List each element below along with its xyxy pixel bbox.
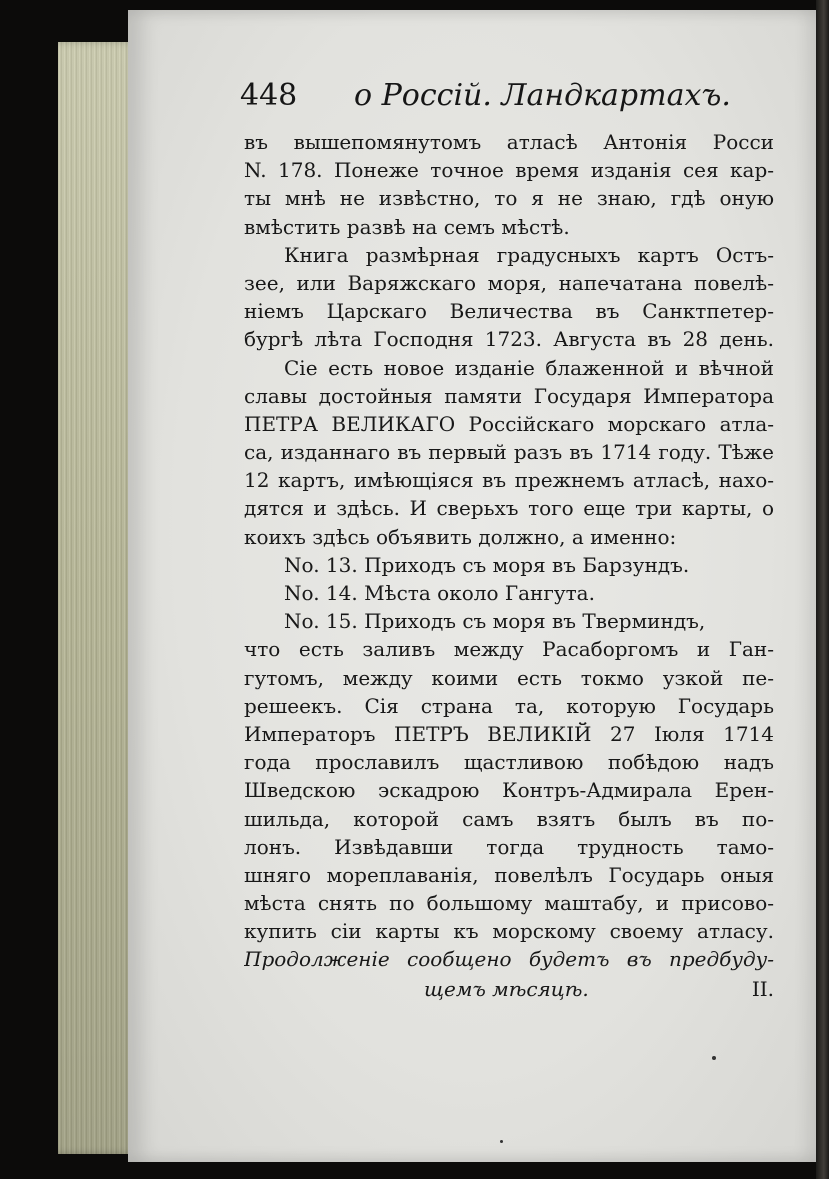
- body-text: [244, 128, 774, 1004]
- text-line: славы достойныя памяти Государя Императора: [244, 383, 774, 408]
- paper-speck: [500, 1140, 503, 1143]
- signature-mark: II.: [751, 976, 774, 1001]
- paper-speck: [712, 1056, 716, 1060]
- text-line: мѣста снять по большому маштабу, и присово-: [244, 891, 774, 916]
- text-line: Книга размѣрная градусныхъ картъ Остъ-: [284, 242, 774, 267]
- list-item: No. 15. Приходъ съ моря въ Тверминдъ,: [284, 609, 706, 634]
- running-header: [240, 76, 731, 116]
- facing-page-edge: [816, 0, 829, 1179]
- text-line: Сіе есть новое изданіе блаженной и вѣчной: [284, 355, 774, 380]
- continuation-note: Продолженіе сообщено будетъ въ предбуду-: [244, 947, 774, 972]
- catchword-line: [244, 974, 774, 1004]
- text-line: решеекъ. Сія страна та, которую Государь: [244, 693, 774, 718]
- text-line: купить сіи карты къ морскому своему атласу.: [244, 919, 774, 944]
- text-line: ты мнѣ не извѣстно, то я не знаю, гдѣ оную: [244, 186, 774, 211]
- text-line: дятся и здѣсь. И сверьхъ того еще три карты, о: [244, 496, 774, 521]
- running-title: о Россій. Ландкартахъ.: [354, 78, 731, 113]
- text-line: вмѣстить развѣ на семъ мѣстѣ.: [244, 214, 570, 239]
- text-line: ПЕТРА ВЕЛИКАГО Россійскаго морскаго атла-: [244, 411, 774, 436]
- text-line: Императоръ ПЕТРЪ ВЕЛИКІЙ 27 Іюля 1714: [244, 721, 774, 746]
- text-line: са, изданнаго въ первый разъ въ 1714 году. Тѣже: [244, 440, 774, 465]
- list-item: No. 13. Приходъ съ моря въ Барзундъ.: [284, 552, 690, 577]
- text-line: что есть заливъ между Расаборгомъ и Ган-: [244, 637, 774, 662]
- catchword: щемъ мѣсяцѣ.: [424, 976, 589, 1001]
- text-line: ніемъ Царскаго Величества въ Санктпетер-: [244, 299, 774, 324]
- page-number: 448: [240, 78, 298, 113]
- text-line: 12 картъ, имѣющіяся въ прежнемъ атласѣ, нахо-: [244, 468, 774, 493]
- text-line: Шведскою эскадрою Контръ-Адмирала Ерен-: [244, 778, 774, 803]
- text-line: года прославилъ щастливою побѣдою надъ: [244, 750, 774, 775]
- list-item: No. 14. Мѣста около Гангута.: [284, 581, 595, 605]
- text-line: зее, или Варяжскаго моря, напечатана повелѣ-: [244, 270, 774, 295]
- text-line: лонъ. Извѣдавши тогда трудность тамо-: [244, 834, 774, 859]
- text-line: N. 178. Понеже точное время изданія сея кар-: [244, 158, 774, 183]
- text-line: въ вышепомянутомъ атласѣ Антонія Росси: [244, 130, 774, 154]
- text-line: гутомъ, между коими есть токмо узкой пе-: [244, 665, 774, 690]
- page-edges: [58, 42, 138, 1154]
- text-line: шильда, которой самъ взятъ былъ въ по-: [244, 806, 774, 831]
- text-line: бургѣ лѣта Господня 1723. Августа въ 28 день.: [244, 327, 774, 352]
- text-line: шняго мореплаванія, повелѣлъ Государь оныя: [244, 862, 774, 887]
- text-line: коихъ здѣсь объявить должно, а именно:: [244, 524, 677, 549]
